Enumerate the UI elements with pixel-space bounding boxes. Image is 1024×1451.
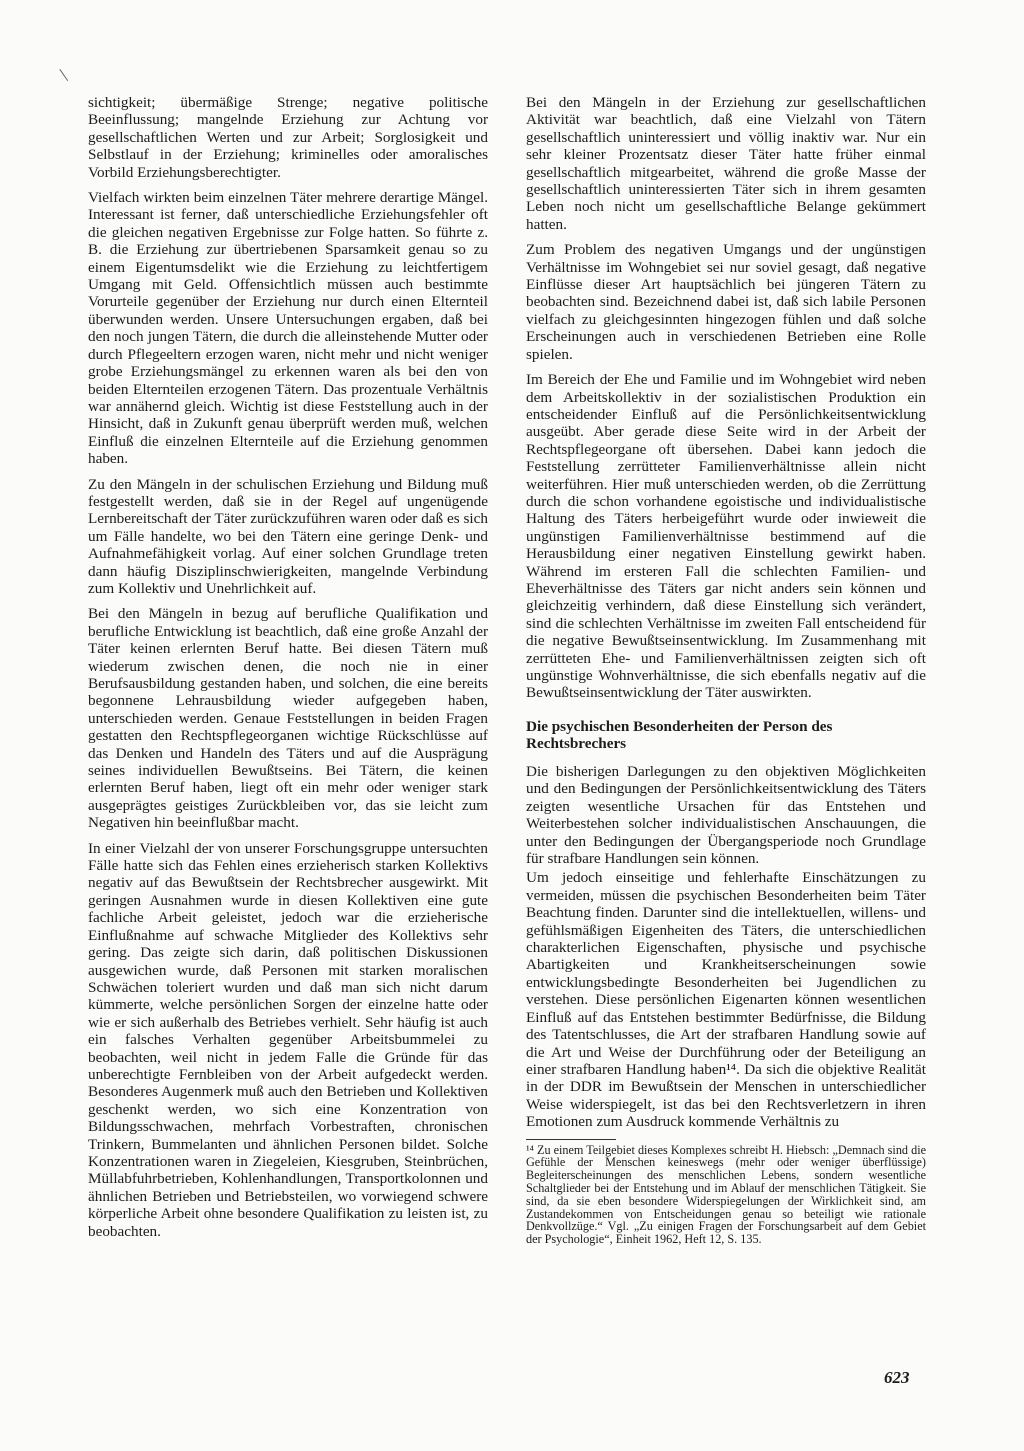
paragraph: Um jedoch einseitige und fehlerhafte Einschätzungen zu vermeiden, müssen die psychischen Besonderheiten beim Täter Beachtung finden. Darunter sind die intellektuellen, willens- und gefühlsmäßigen Eigenheiten des Täters, die unterschiedlichen charakterlichen Eigenschaften, physische und psychische Abartigkeiten und Krankheitserscheinungen sowie entwicklungsbedingte Besonderheiten bei Jugendlichen zu verstehen. Diese persönlichen Eigenarten können wesentlichen Einfluß auf das Entstehen bestimmter Bedürfnisse, die Bildung des Tatentschlusses, die Art der strafbaren Handlung sowie auf die Art und Weise der Durchführung oder der Beteiligung an einer strafbaren Handlung haben¹⁴. Da sich die objektive Realität in der DDR im Bewußtsein der Menschen in unterschiedlicher Weise widerspiegelt, ist das bei den Rechtsverletzern in ihren Emotionen zum Ausdruck kommende Verhältnis zu (526, 869, 926, 1131)
paragraph: Die bisherigen Darlegungen zu den objektiven Möglichkeiten und den Bedingungen der Persönlichkeitsentwicklung des Täters zeigten wesentliche Ursachen für das Entstehen und Weiterbestehen solcher individualistischen Anschauungen, die unter den Bedingungen der Übergangsperiode noch Grundlage für strafbare Handlungen sein können. (526, 763, 926, 868)
section-heading: Die psychischen Besonderheiten der Person des Rechtsbrechers (526, 717, 833, 753)
scan-mark (59, 61, 79, 81)
page-number: 623 (884, 1368, 910, 1387)
paragraph: Vielfach wirkten beim einzelnen Täter mehrere derartige Mängel. Interessant ist ferner, daß unterschiedliche Erziehungsfehler oft die gleichen negativen Ergebnisse zur Folge hatten. So führte z. B. die Erziehung zur übertriebenen Sparsamkeit genau so zu einem Eigentumsdelikt wie die Erziehung zu leichtfertigem Umgang mit Geld. Offensichtlich müssen auch bestimmte Vorurteile gegenüber der Erziehung nur durch einen Elternteil überwunden werden. Unsere Untersuchungen ergaben, daß bei den noch jungen Tätern, die durch die alleinstehende Mutter oder durch Pflegeeltern erzogen waren, nicht mehr und nicht weniger grobe Erziehungsmängel zu erkennen waren als bei den von beiden Elternteilen erzogenen Tätern. Das prozentuale Verhältnis war annähernd gleich. Wichtig ist diese Feststellung auch in der Hinsicht, daß in Zukunft genau überprüft werden muß, welchen Einfluß die einzelnen Elternteile auf die Erziehung genommen haben. (88, 189, 488, 468)
right-column (526, 94, 926, 1254)
paragraph: Bei den Mängeln in bezug auf berufliche Qualifikation und berufliche Entwicklung ist beachtlich, daß eine große Anzahl der Täter keinen erlernten Beruf hatte. Bei diesen Tätern muß wiederum zwischen denen, die noch nie in einer Berufsausbildung gestanden haben, und solchen, die eine bereits begonnene Lehrausbildung wieder aufgegeben haben, unterschieden werden. Genaue Feststellungen in beiden Fragen gestatten den Rechtspflegeorganen wichtige Rückschlüsse auf das Denken und Handeln des Täters und auf die Ausprägung seines individuellen Bewußtseins. Bei Tätern, die keinen erlernten Beruf haben, liegt oft ein mehr oder weniger stark ausgeprägtes geistiges Zurückbleiben vor, das sie leicht zum Negativen hin beeinflußbar macht. (88, 605, 488, 832)
left-column (88, 94, 488, 1248)
paragraph: Bei den Mängeln in der Erziehung zur gesellschaftlichen Aktivität war beachtlich, daß eine Vielzahl von Tätern gesellschaftlich uninteressiert und völlig inaktiv war. Nur ein sehr kleiner Prozentsatz dieser Täter hatte früher einmal gesellschaftlich mitgearbeitet, während die große Masse der gesellschaftlich uninteressierten Täter sich in ihrem gesamten Leben noch nicht um gesellschaftliche Belange gekümmert hatten. (526, 94, 926, 233)
paragraph: sichtigkeit; übermäßige Strenge; negative politische Beeinflussung; mangelnde Erziehung zur Achtung vor gesellschaftlichen Werten und zur Arbeit; Sorglosigkeit und Selbstlauf in der Erziehung; kriminelles oder amoralisches Vorbild Erziehungsberechtigter. (88, 94, 488, 181)
footnote-separator (526, 1139, 616, 1140)
footnote: ¹⁴ Zu einem Teilgebiet dieses Komplexes schreibt H. Hiebsch: „Demnach sind die Gefühle der Menschen keineswegs (mehr oder weniger überflüssige) Begleiterscheinungen des menschlichen Lebens, sondern wesentliche Schaltglieder bei der Entstehung und im Ablauf der menschlichen Tätigkeit. Sie sind, da sie eben besondere Widerspiegelungen der Wirklichkeit sind, am Zustandekommen von Entscheidungen genau so beteiligt wie rationale Denkvollzüge.“ Vgl. „Zu einigen Fragen der Forschungsarbeit auf dem Gebiet der Psychologie“, Einheit 1962, Heft 12, S. 135. (526, 1142, 926, 1247)
paragraph: Im Bereich der Ehe und Familie und im Wohngebiet wird neben dem Arbeitskollektiv in der sozialistischen Produktion ein entscheidender Einfluß auf die Persönlichkeitsentwicklung ausgeübt. Aber gerade diese Seite wird in der Arbeit der Rechtspflegeorgane oft übersehen. Dabei kann jedoch die Feststellung zerrütteter Familienverhältnisse allein nicht weiterführen. Hier muß unterschieden werden, ob die Zerrüttung durch die schon vorhandene egoistische und individualistische Haltung des Täters herbeigeführt wurde oder inwieweit die ungünstigen Familienverhältnisse bestimmend auf die Herausbildung einer negativen Einstellung gewirkt haben. Während im ersteren Fall die schlechten Familien- und Eheverhältnisse des Täters gar nicht anders sein können und gleichzeitig verhindern, daß diese Einstellung sich verändert, sind die schlechten Verhältnisse im zweiten Fall entscheidend für die negative Bewußtseinsentwicklung. Im Zusammenhang mit zerrütteten Ehe- und Familienverhältnissen zeigten sich oft ungünstige Wohnverhältnisse, die sich ebenfalls negativ auf die Bewußtseinsentwicklung der Täter auswirkten. (526, 371, 926, 702)
paragraph: Zum Problem des negativen Umgangs und der ungünstigen Verhältnisse im Wohngebiet sei nur soviel gesagt, daß negative Einflüsse dieser Art hauptsächlich bei jüngeren Tätern zu beobachten sind. Bezeichnend dabei ist, daß sich labile Personen vielfach zu gleichgesinnten hingezogen fühlen und daß solche Erscheinungen auch in verschiedenen Betrieben eine Rolle spielen. (526, 241, 926, 363)
paragraph: Zu den Mängeln in der schulischen Erziehung und Bildung muß festgestellt werden, daß sie in der Regel auf ungenügende Lernbereitschaft der Täter zurückzuführen waren oder daß es sich um Fälle handelte, wo bei den Tätern eine geringe Denk- und Aufnahmefähigkeit vorlag. Auf einer solchen Grundlage treten dann häufig Disziplinschwierigkeiten, mangelnde Verbindung zum Kollektiv und Unehrlichkeit auf. (88, 475, 488, 597)
paragraph: In einer Vielzahl der von unserer Forschungsgruppe untersuchten Fälle hatte sich das Fehlen eines erzieherisch starken Kollektivs negativ auf das Bewußtsein der Rechtsbrecher ausgewirkt. Mit geringen Ausnahmen wurde in diesen Kollektiven eine gute fachliche Arbeit geleistet, jedoch war die erzieherische Einflußnahme auf schwache Mitglieder des Kollektivs sehr gering. Das zeigte sich darin, daß politischen Diskussionen ausgewichen wurde, daß Personen mit starken moralischen Schwächen toleriert wurden und daß man sich nicht darum kümmerte, welche persönlichen Sorgen der einzelne hatte oder wie er sich außerhalb des Betriebes verhielt. Sehr häufig ist auch ein falsches Verhalten gegenüber Arbeitsbummelei zu beobachten, weil nicht in jedem Falle die Gründe für das unberechtigte Fernbleiben von der Arbeit aufgedeckt werden. Besonderes Augenmerk muß auch den Betrieben und Kollektiven geschenkt werden, wo sich eine Konzentration von Bildungsschwachen, mehrfach Vorbestraften, chronischen Trinkern, Bummelanten und ähnlichen Personen bildet. Solche Konzentrationen waren in Ziegeleien, Kiesgruben, Steinbrüchen, Müllabfuhrbetrieben, Kohlenhandlungen, Transportkolonnen und ähnlichen Betrieben und Betriebsteilen, wo vorwiegend schwere körperliche Arbeit ohne besondere Qualifikation zu leisten ist, zu beobachten. (88, 839, 488, 1240)
